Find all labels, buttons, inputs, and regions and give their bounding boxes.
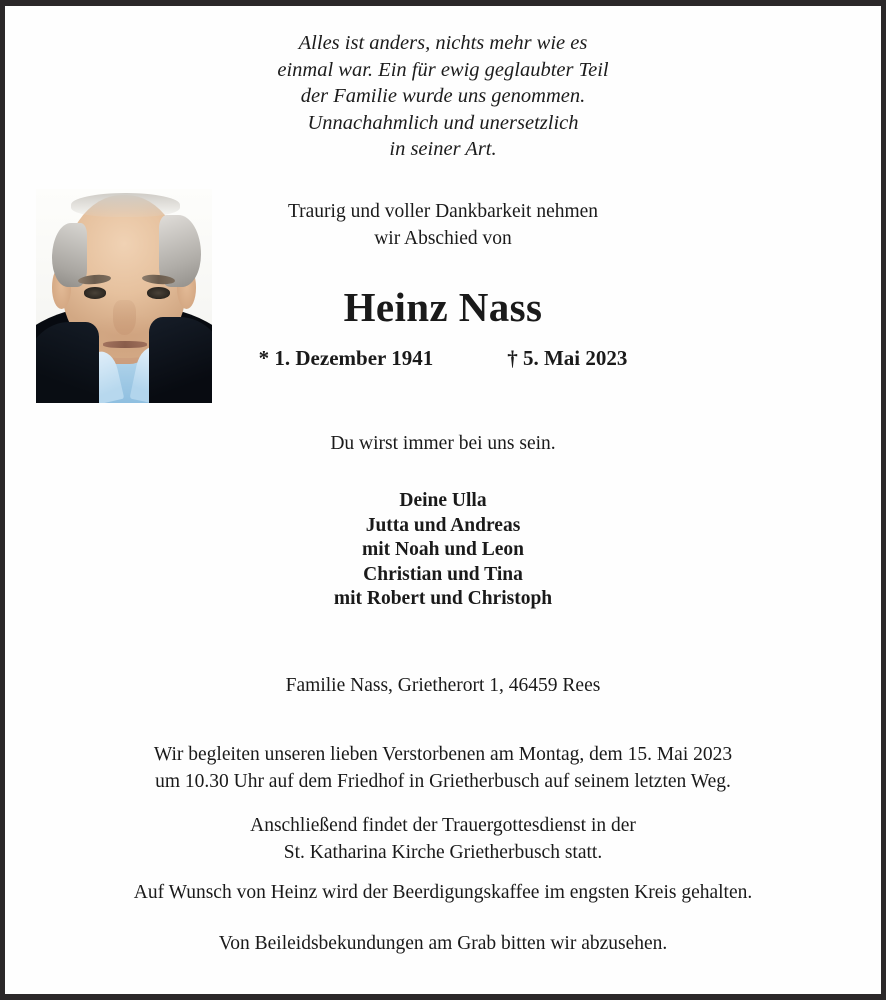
remembrance-line: Du wirst immer bei uns sein.: [330, 433, 556, 454]
funeral-line: Wir begleiten unseren lieben Verstorbenen am Montag, dem 15. Mai 2023: [153, 744, 733, 765]
condolence-note: Von Beileidsbekundungen am Grab bitten wir abzusehen.: [218, 933, 668, 954]
poem-line: Unnachahmlich und unersetzlich: [307, 111, 579, 134]
farewell-text: [5, 198, 881, 252]
service-line: St. Katharina Kirche Grietherbusch statt.: [283, 841, 603, 863]
life-dates: [5, 344, 881, 372]
poem-line: Alles ist anders, nichts mehr wie es: [298, 32, 588, 54]
notice-inner: [5, 6, 881, 994]
birth-date: * 1. Dezember 1941: [258, 346, 434, 370]
reception-note: Auf Wunsch von Heinz wird der Beerdigungskaffee im engsten Kreis gehalten.: [133, 882, 753, 903]
deceased-name: Heinz Nass: [343, 284, 543, 330]
church-service-details: [5, 813, 881, 866]
funeral-line: um 10.30 Uhr auf dem Friedhof in Grietherbusch auf seinem letzten Weg.: [155, 771, 731, 792]
family-line: Deine Ulla: [399, 490, 487, 511]
death-date: † 5. Mai 2023: [507, 346, 628, 370]
family-address: Familie Nass, Grietherort 1, 46459 Rees: [285, 675, 601, 696]
family-line: mit Robert und Christoph: [333, 588, 553, 610]
family-line: mit Noah und Leon: [362, 539, 524, 561]
farewell-line: Traurig und voller Dankbarkeit nehmen: [287, 201, 599, 222]
poem-line: der Familie wurde uns genommen.: [300, 85, 586, 107]
poem-line: einmal war. Ein für ewig geglaubter Teil: [277, 58, 609, 81]
funeral-details: [5, 741, 881, 795]
family-names: [5, 489, 881, 612]
family-line: Christian und Tina: [363, 563, 523, 585]
memorial-poem: [5, 30, 881, 163]
service-line: Anschließend findet der Trauergottesdienst in der: [250, 815, 636, 836]
farewell-line: wir Abschied von: [374, 228, 512, 249]
family-line: Jutta und Andreas: [365, 514, 521, 536]
poem-line: in seiner Art.: [389, 138, 497, 160]
